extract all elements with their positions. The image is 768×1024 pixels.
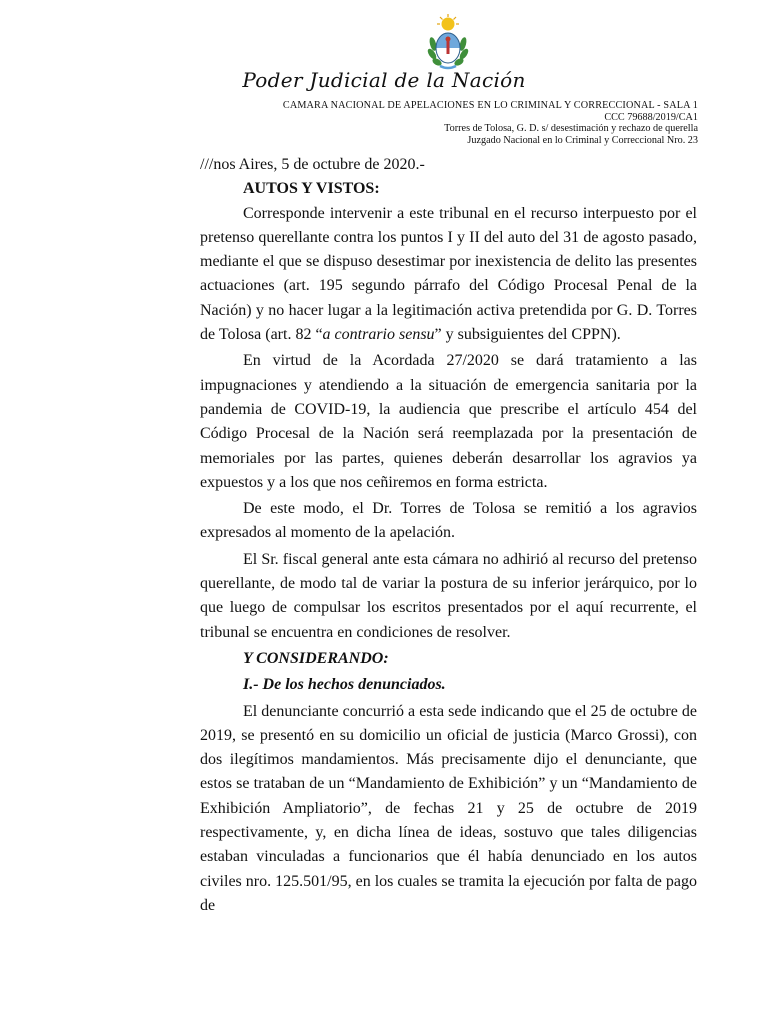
paragraph-1-text-b: ” y subsiguientes del CPPN).	[434, 326, 621, 344]
heading-y-considerando: Y CONSIDERANDO:	[243, 649, 389, 667]
dateline: ///nos Aires, 5 de octubre de 2020.-	[200, 156, 425, 173]
document-body	[200, 153, 697, 918]
paragraph-1-italic: a contrario sensu	[322, 326, 435, 344]
court-of-origin: Juzgado Nacional en lo Criminal y Correccional Nro. 23	[467, 134, 698, 146]
case-caption: Torres de Tolosa, G. D. s/ desestimación y rechazo de querella	[444, 123, 698, 135]
paragraph-2: En virtud de la Acordada 27/2020 se dará tratamiento a las impugnaciones y atendiendo a la situación de emergencia sanitaria por la pandemia de COVID-19, la audiencia que prescribe el artículo 454 del Código Procesal de la Nación será reemplazada por la presentación de memoriales por las partes, quienes deberán desarrollar los agravios ya expuestos y a los que nos ceñiremos en forma estricta.	[200, 352, 697, 491]
court-title: Poder Judicial de la Nación	[242, 68, 526, 92]
oval-shield	[436, 33, 460, 63]
paragraph-4: El Sr. fiscal general ante esta cámara no adhirió al recurso del pretenso querellante, de modo tal de variar la postura de su inferior jerárquico, por lo que luego de compulsar los escritos presentados por el aquí recurrente, el tribunal se encuentra en condiciones de resolver.	[200, 550, 697, 641]
paragraph-5: El denunciante concurrió a esta sede indicando que el 25 de octubre de 2019, se presentó en su domicilio un oficial de justicia (Marco Grossi), con dos ilegítimos mandamientos. Más precisamente dijo el denunciante, que estos se trataban de un “Mandamiento de Exhibición” y un “Mandamiento de Exhibición Ampliatorio”, de fechas 21 y 25 de octubre de 2019 respectivamente, y, en dicha línea de ideas, sostuvo que tales diligencias estaban vinculadas a funcionarios que él había denunciado en los autos civiles nro. 125.501/95, en los cuales se tramita la ejecución por falta de pago de	[200, 702, 697, 914]
heading-autos-y-vistos: AUTOS Y VISTOS:	[243, 180, 380, 198]
paragraph-3: De este modo, el Dr. Torres de Tolosa se remitió a los agravios expresados al momento de la apelación.	[200, 500, 697, 542]
paragraph-1-text-a: Corresponde intervenir a este tribunal en el recurso interpuesto por el pretenso querellante contra los puntos I y II del auto del 31 de agosto pasado, mediante el que se dispuso desestimar por inexistencia de delito las presentes actuaciones (art. 195 segundo párrafo del Código Procesal Penal de la Nación) y no hacer lugar a la legitimación activa pretendida por G. D. Torres de Tolosa (art. 82 “	[200, 204, 697, 344]
paragraph-1	[200, 202, 697, 348]
chamber-name: CAMARA NACIONAL DE APELACIONES EN LO CRIMINAL Y CORRECCIONAL - SALA 1	[282, 100, 698, 111]
sun-rays	[437, 14, 459, 31]
case-number: CCC 79688/2019/CA1	[604, 111, 698, 123]
coat-of-arms-icon	[425, 14, 471, 70]
heading-section-1: I.- De los hechos denunciados.	[243, 676, 446, 694]
case-header	[283, 100, 698, 146]
